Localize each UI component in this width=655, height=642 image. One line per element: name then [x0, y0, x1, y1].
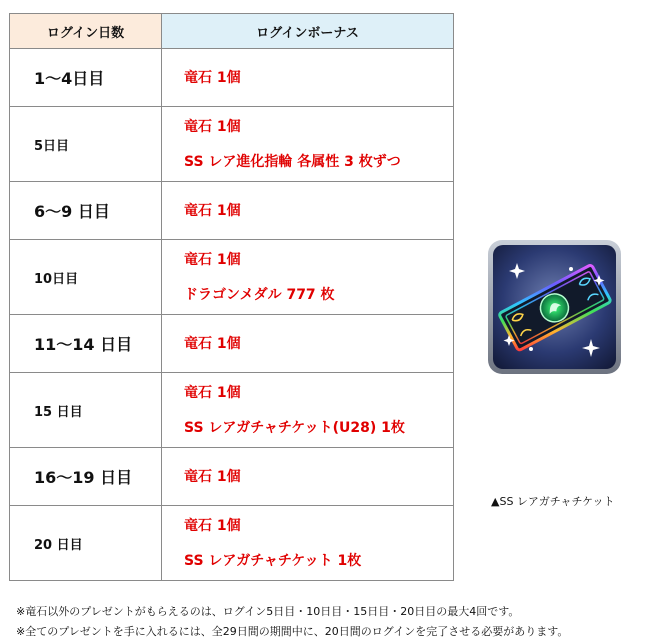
- day-cell: 10日目: [10, 240, 162, 315]
- notes: [16, 602, 568, 642]
- table-row: [10, 315, 454, 373]
- day-cell: 16〜19 日目: [10, 448, 162, 506]
- table-row: [10, 182, 454, 240]
- reward-line: SS レア進化指輪 各属性 3 枚ずつ: [184, 153, 401, 170]
- reward-line: 竜石 1個: [184, 118, 241, 135]
- reward-line: SS レアガチャチケット(U28) 1枚: [184, 419, 405, 436]
- reward-line: 竜石 1個: [184, 384, 241, 401]
- reward-cell: [162, 506, 454, 581]
- note-line: ※竜石以外のプレゼントがもらえるのは、ログイン5日目・10日目・15日目・20日目の最大4回です。: [16, 605, 520, 618]
- header-login-days: ログイン日数: [10, 14, 162, 49]
- reward-cell: [162, 49, 454, 107]
- table-row: [10, 373, 454, 448]
- table-row: [10, 506, 454, 581]
- header-login-bonus: ログインボーナス: [162, 14, 454, 49]
- day-cell: 11〜14 日目: [10, 315, 162, 373]
- reward-cell: [162, 315, 454, 373]
- day-cell: 5日目: [10, 107, 162, 182]
- day-cell: 1〜4日目: [10, 49, 162, 107]
- table-row: [10, 448, 454, 506]
- day-cell: 15 日目: [10, 373, 162, 448]
- reward-cell: [162, 448, 454, 506]
- ticket-item-image: [487, 239, 622, 375]
- day-cell: 20 日目: [10, 506, 162, 581]
- reward-cell: [162, 182, 454, 240]
- reward-cell: [162, 107, 454, 182]
- note-line: ※全てのプレゼントを手に入れるには、全29日間の期間中に、20日間のログインを完了させる必要があります。: [16, 625, 569, 638]
- day-cell: 6〜9 日目: [10, 182, 162, 240]
- table-row: [10, 240, 454, 315]
- reward-line: ドラゴンメダル 777 枚: [184, 286, 335, 303]
- table-row: [10, 107, 454, 182]
- reward-line: 竜石 1個: [184, 69, 241, 86]
- table-row: [10, 49, 454, 107]
- login-bonus-table: [9, 13, 454, 581]
- reward-line: 竜石 1個: [184, 251, 241, 268]
- reward-line: 竜石 1個: [184, 517, 241, 534]
- reward-line: 竜石 1個: [184, 468, 241, 485]
- reward-line: 竜石 1個: [184, 335, 241, 352]
- reward-line: 竜石 1個: [184, 202, 241, 219]
- reward-cell: [162, 373, 454, 448]
- image-caption: ▲SS レアガチャチケット: [491, 495, 615, 508]
- reward-line: SS レアガチャチケット 1枚: [184, 552, 362, 569]
- reward-cell: [162, 240, 454, 315]
